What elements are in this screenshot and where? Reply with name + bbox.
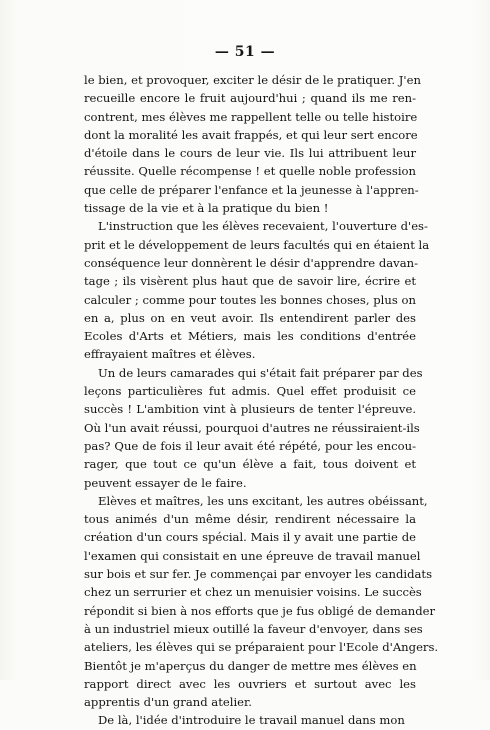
text-line: succès ! L'ambition vint à plusieurs de tenter l'épreuve.	[84, 402, 416, 417]
text-line: Bientôt je m'aperçus du danger de mettre mes élèves en	[84, 658, 417, 673]
paragraph	[84, 217, 430, 363]
text-line: Où l'un avait réussi, pourquoi d'autres ne réussiraient-ils	[84, 420, 420, 435]
text-line: chez un serrurier et chez un menuisier voisins. Le succès	[84, 585, 422, 600]
text-line: Un de leurs camarades qui s'était fait préparer par des	[98, 365, 423, 380]
paragraph	[84, 364, 423, 492]
text-line: leçons particulières fut admis. Quel effet produisit ce	[84, 384, 416, 399]
text-line: création d'un cours spécial. Mais il y avait une partie de	[84, 530, 416, 545]
paragraph	[84, 711, 416, 729]
paragraph	[84, 71, 421, 217]
text-line: ateliers, les élèves qui se préparaient pour l'Ecole d'Angers.	[84, 640, 439, 655]
text-line: sur bois et sur fer. Je commençai par envoyer les candidats	[84, 567, 433, 582]
page-number: — 51 —	[214, 44, 276, 60]
text-line: en a, plus on en veut avoir. Ils entendirent parler des	[84, 310, 416, 325]
text-line: conséquence leur donnèrent le désir d'apprendre davan-	[84, 255, 419, 270]
text-line: De là, l'idée d'introduire le travail manuel dans mon	[98, 713, 405, 728]
text-line: l'examen qui consistait en une épreuve de travail manuel	[84, 548, 421, 563]
text-line: que celle de préparer l'enfance et la jeunesse à l'appren-	[84, 182, 419, 197]
text-line: L'instruction que les élèves recevaient, l'ouverture d'es-	[98, 219, 428, 234]
text-line: tage ; ils visèrent plus haut que de savoir lire, écrire et	[84, 274, 416, 289]
text-line: le bien, et provoquer, exciter le désir de le pratiquer. J'en	[84, 73, 421, 87]
text-line: apprentis d'un grand atelier.	[84, 695, 252, 710]
text-line: répondit si bien à nos efforts que je fus obligé de demander	[84, 603, 436, 618]
text-line: prit et le développement de leurs facultés qui en étaient la	[84, 237, 430, 252]
text-line: recueille encore le fruit aujourd'hui ; quand ils me ren-	[84, 91, 416, 106]
text-line: dont la moralité les avait frappés, et qui leur sert encore	[84, 127, 418, 142]
paragraph	[84, 492, 439, 712]
text-line: réussite. Quelle récompense ! et quelle noble profession	[84, 164, 416, 179]
text-line: d'étoile dans le cours de leur vie. Ils lui attribuent leur	[84, 146, 416, 161]
text-line: rager, que tout ce qu'un élève a fait, tous doivent et	[84, 457, 416, 472]
text-line: peuvent essayer de le faire.	[84, 475, 247, 490]
text-line: calculer ; comme pour toutes les bonnes choses, plus on	[84, 292, 416, 307]
text-line: tous animés d'un même désir, rendirent nécessaire la	[84, 512, 416, 527]
body-text	[84, 71, 439, 730]
text-line: pas? Que de fois il leur avait été répété, pour les encou-	[84, 438, 416, 453]
text-line: tissage de la vie et à la pratique du bien !	[84, 201, 329, 216]
text-line: contrent, mes élèves me rappellent telle ou telle histoire	[84, 109, 418, 124]
text-line: effrayaient maîtres et élèves.	[84, 347, 256, 362]
text-line: Elèves et maîtres, les uns excitant, les autres obéissant,	[98, 493, 428, 508]
text-line: Ecoles d'Arts et Métiers, mais les conditions d'entrée	[84, 329, 416, 344]
text-line: à un industriel mieux outillé la faveur d'envoyer, dans ses	[84, 621, 423, 636]
text-line: rapport direct avec les ouvriers et surtout avec les	[84, 676, 416, 691]
